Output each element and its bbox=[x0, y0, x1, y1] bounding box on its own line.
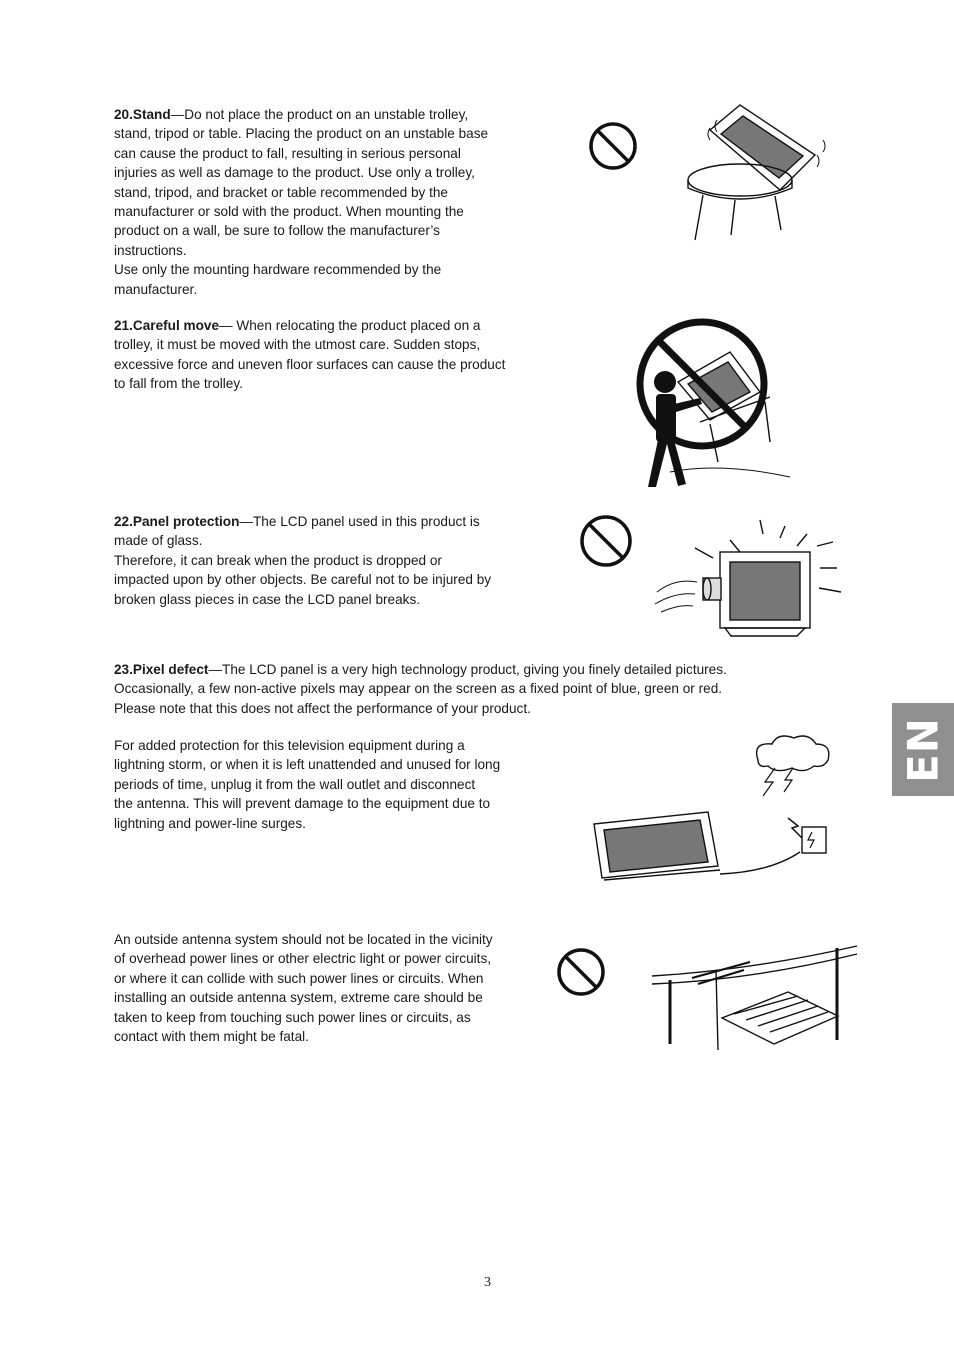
outside-antenna-paragraph bbox=[114, 930, 493, 1046]
text-line: Please note that this does not affect the performance of your product. bbox=[114, 700, 531, 716]
house-roof-icon bbox=[722, 992, 838, 1044]
text-line: — When relocating the product placed on a bbox=[219, 318, 481, 333]
text-line: the antenna. This will prevent damage to the equipment due to bbox=[114, 796, 491, 812]
antenna-icon bbox=[692, 962, 750, 1050]
prohibited-icon bbox=[582, 517, 630, 565]
tilting-tv-icon bbox=[710, 105, 815, 190]
text-line: manufacturer or sold with the product. When mounting the bbox=[114, 204, 464, 220]
section-20-stand bbox=[114, 105, 488, 299]
storm-protection-paragraph bbox=[114, 736, 500, 833]
section-heading: 22.Panel protection bbox=[114, 514, 240, 529]
text-line: periods of time, unplug it from the wall outlet and disconnect bbox=[114, 776, 476, 792]
language-tab bbox=[892, 703, 954, 796]
text-line: injuries as well as damage to the product. Use only a trolley, bbox=[114, 165, 475, 181]
text-line: excessive force and uneven floor surfaces can cause the product bbox=[114, 356, 506, 372]
text-line: stand, tripod or table. Placing the product on an unstable base bbox=[114, 126, 489, 142]
text-line: contact with them might be fatal. bbox=[114, 1029, 309, 1045]
section-21-careful-move bbox=[114, 316, 505, 394]
lcd-tv-icon bbox=[720, 552, 810, 636]
text-line: stand, tripod, and bracket or table recommended by the bbox=[114, 184, 448, 200]
page-number: 3 bbox=[484, 1275, 491, 1290]
prohibited-icon bbox=[591, 124, 635, 168]
text-line: lightning storm, or when it is left unattended and unused for long bbox=[114, 757, 501, 773]
text-line: installing an outside antenna system, extreme care should be bbox=[114, 990, 483, 1006]
text-line: product on a wall, be sure to follow the manufacturer’s bbox=[114, 223, 440, 239]
text-line: manufacturer. bbox=[114, 281, 198, 297]
storm-unplug-illustration bbox=[590, 732, 840, 887]
section-22-panel-protection bbox=[114, 512, 491, 609]
text-line: broken glass pieces in case the LCD panel breaks. bbox=[114, 591, 421, 607]
section-heading: 20.Stand bbox=[114, 107, 171, 122]
text-line: instructions. bbox=[114, 242, 187, 258]
power-cord-icon bbox=[720, 818, 826, 874]
panel-impact-illustration bbox=[575, 512, 845, 642]
hammer-icon bbox=[655, 578, 721, 612]
text-line: or where it can collide with such power lines or circuits. When bbox=[114, 970, 484, 986]
trolley-move-illustration bbox=[630, 312, 795, 492]
language-tab-label: EN bbox=[898, 716, 948, 783]
text-line: For added protection for this television equipment during a bbox=[114, 738, 465, 753]
text-line: Occasionally, a few non-active pixels may appear on the screen as a fixed point of blue, green or red. bbox=[114, 681, 723, 697]
prohibited-icon bbox=[559, 950, 603, 994]
text-line: trolley, it must be moved with the utmost care. Sudden stops, bbox=[114, 337, 481, 353]
unstable-table-illustration bbox=[585, 100, 845, 250]
text-line: —The LCD panel used in this product is bbox=[239, 514, 480, 529]
text-line: —Do not place the product on an unstable trolley, bbox=[170, 107, 469, 122]
text-line: taken to keep from touching such power lines or circuits, as bbox=[114, 1009, 471, 1025]
section-heading: 21.Careful move bbox=[114, 318, 220, 333]
text-line: to fall from the trolley. bbox=[114, 376, 243, 392]
section-23-pixel-defect bbox=[114, 660, 727, 718]
power-line-poles-icon bbox=[652, 946, 857, 1044]
text-line: lightning and power-line surges. bbox=[114, 815, 306, 831]
text-line: Therefore, it can break when the product is dropped or bbox=[114, 552, 442, 568]
flat-tv-icon bbox=[594, 812, 720, 880]
antenna-powerline-illustration bbox=[552, 940, 862, 1055]
text-line: —The LCD panel is a very high technology product, giving you finely detailed pictures. bbox=[208, 662, 727, 677]
text-line: of overhead power lines or other electric light or power circuits, bbox=[114, 951, 492, 967]
text-line: An outside antenna system should not be located in the vicinity bbox=[114, 932, 493, 947]
text-line: made of glass. bbox=[114, 533, 203, 549]
section-heading: 23.Pixel defect bbox=[114, 662, 209, 677]
storm-cloud-icon bbox=[757, 736, 829, 796]
text-line: impacted upon by other objects. Be careful not to be injured by bbox=[114, 572, 492, 588]
text-line: Use only the mounting hardware recommended by the bbox=[114, 262, 442, 278]
text-line: can cause the product to fall, resulting in serious personal bbox=[114, 145, 461, 161]
